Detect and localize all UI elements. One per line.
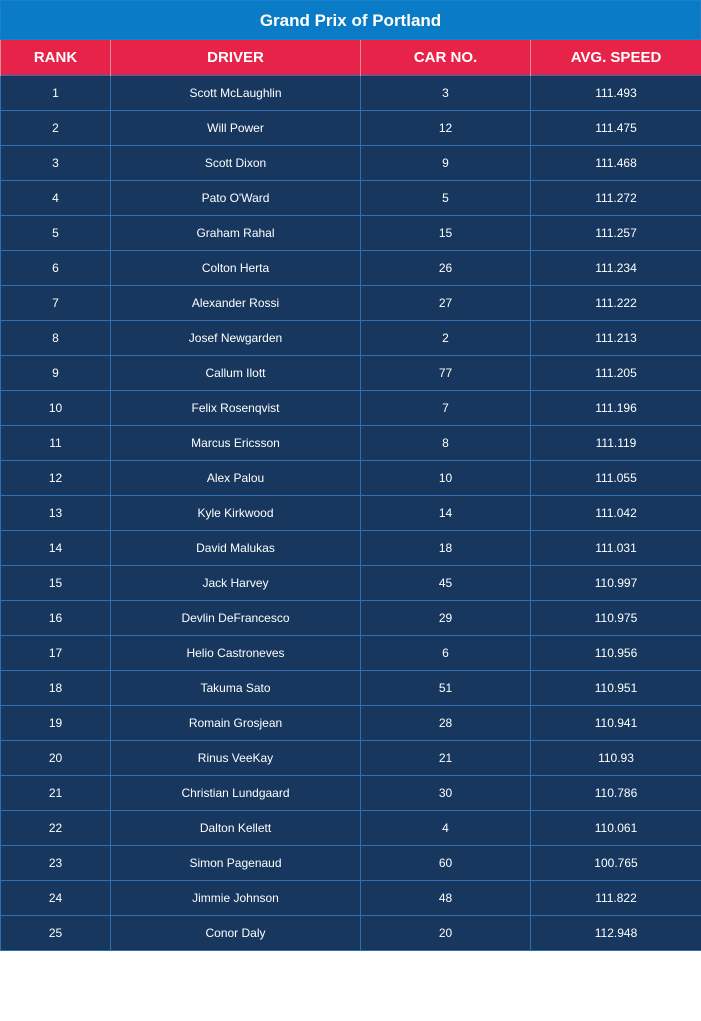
car-no-cell: 5 xyxy=(361,181,531,216)
table-row xyxy=(1,706,701,741)
table-row xyxy=(1,881,701,916)
car-no-cell: 51 xyxy=(361,671,531,706)
rank-cell: 6 xyxy=(1,251,111,286)
rank-cell: 22 xyxy=(1,811,111,846)
rank-cell: 20 xyxy=(1,741,111,776)
avg-speed-cell: 110.93 xyxy=(531,741,701,776)
header-car-no: CAR NO. xyxy=(361,40,531,76)
car-no-cell: 20 xyxy=(361,916,531,951)
rank-cell: 25 xyxy=(1,916,111,951)
table-row xyxy=(1,286,701,321)
car-no-cell: 28 xyxy=(361,706,531,741)
car-no-cell: 27 xyxy=(361,286,531,321)
avg-speed-cell: 110.786 xyxy=(531,776,701,811)
driver-cell: Kyle Kirkwood xyxy=(111,496,361,531)
car-no-cell: 9 xyxy=(361,146,531,181)
avg-speed-cell: 110.997 xyxy=(531,566,701,601)
car-no-cell: 26 xyxy=(361,251,531,286)
avg-speed-cell: 111.213 xyxy=(531,321,701,356)
avg-speed-cell: 111.222 xyxy=(531,286,701,321)
table-row xyxy=(1,636,701,671)
table-row xyxy=(1,671,701,706)
header-rank: RANK xyxy=(1,40,111,76)
table-row xyxy=(1,566,701,601)
car-no-cell: 4 xyxy=(361,811,531,846)
avg-speed-cell: 111.475 xyxy=(531,111,701,146)
avg-speed-cell: 111.031 xyxy=(531,531,701,566)
driver-cell: Romain Grosjean xyxy=(111,706,361,741)
avg-speed-cell: 111.196 xyxy=(531,391,701,426)
driver-cell: Helio Castroneves xyxy=(111,636,361,671)
rank-cell: 12 xyxy=(1,461,111,496)
avg-speed-cell: 111.042 xyxy=(531,496,701,531)
driver-cell: Marcus Ericsson xyxy=(111,426,361,461)
header-row xyxy=(1,40,701,76)
rank-cell: 15 xyxy=(1,566,111,601)
driver-cell: Conor Daly xyxy=(111,916,361,951)
avg-speed-cell: 111.119 xyxy=(531,426,701,461)
table-row xyxy=(1,111,701,146)
avg-speed-cell: 110.956 xyxy=(531,636,701,671)
avg-speed-cell: 100.765 xyxy=(531,846,701,881)
rank-cell: 13 xyxy=(1,496,111,531)
driver-cell: Scott McLaughlin xyxy=(111,76,361,111)
table-row xyxy=(1,741,701,776)
driver-cell: Takuma Sato xyxy=(111,671,361,706)
rank-cell: 9 xyxy=(1,356,111,391)
table-body xyxy=(1,76,701,951)
driver-cell: Graham Rahal xyxy=(111,216,361,251)
rank-cell: 23 xyxy=(1,846,111,881)
rank-cell: 18 xyxy=(1,671,111,706)
driver-cell: Jimmie Johnson xyxy=(111,881,361,916)
table-row xyxy=(1,251,701,286)
avg-speed-cell: 111.822 xyxy=(531,881,701,916)
car-no-cell: 18 xyxy=(361,531,531,566)
header-avg-speed: AVG. SPEED xyxy=(531,40,701,76)
table-row xyxy=(1,426,701,461)
rank-cell: 21 xyxy=(1,776,111,811)
driver-cell: Felix Rosenqvist xyxy=(111,391,361,426)
driver-cell: Christian Lundgaard xyxy=(111,776,361,811)
avg-speed-cell: 112.948 xyxy=(531,916,701,951)
driver-cell: Callum Ilott xyxy=(111,356,361,391)
rank-cell: 11 xyxy=(1,426,111,461)
driver-cell: Alexander Rossi xyxy=(111,286,361,321)
car-no-cell: 7 xyxy=(361,391,531,426)
car-no-cell: 10 xyxy=(361,461,531,496)
car-no-cell: 60 xyxy=(361,846,531,881)
car-no-cell: 21 xyxy=(361,741,531,776)
table-row xyxy=(1,356,701,391)
car-no-cell: 45 xyxy=(361,566,531,601)
table-row xyxy=(1,776,701,811)
car-no-cell: 12 xyxy=(361,111,531,146)
car-no-cell: 14 xyxy=(361,496,531,531)
table-row xyxy=(1,216,701,251)
header-driver: DRIVER xyxy=(111,40,361,76)
avg-speed-cell: 111.257 xyxy=(531,216,701,251)
avg-speed-cell: 110.061 xyxy=(531,811,701,846)
table-row xyxy=(1,181,701,216)
table-row xyxy=(1,391,701,426)
table-row xyxy=(1,916,701,951)
driver-cell: Will Power xyxy=(111,111,361,146)
avg-speed-cell: 110.941 xyxy=(531,706,701,741)
avg-speed-cell: 111.468 xyxy=(531,146,701,181)
car-no-cell: 2 xyxy=(361,321,531,356)
car-no-cell: 30 xyxy=(361,776,531,811)
rank-cell: 24 xyxy=(1,881,111,916)
rank-cell: 8 xyxy=(1,321,111,356)
table-row xyxy=(1,321,701,356)
driver-cell: Pato O'Ward xyxy=(111,181,361,216)
driver-cell: Dalton Kellett xyxy=(111,811,361,846)
rank-cell: 16 xyxy=(1,601,111,636)
car-no-cell: 8 xyxy=(361,426,531,461)
avg-speed-cell: 111.234 xyxy=(531,251,701,286)
driver-cell: Scott Dixon xyxy=(111,146,361,181)
driver-cell: Devlin DeFrancesco xyxy=(111,601,361,636)
avg-speed-cell: 111.272 xyxy=(531,181,701,216)
rank-cell: 14 xyxy=(1,531,111,566)
driver-cell: Alex Palou xyxy=(111,461,361,496)
rank-cell: 1 xyxy=(1,76,111,111)
rank-cell: 7 xyxy=(1,286,111,321)
table-row xyxy=(1,811,701,846)
car-no-cell: 3 xyxy=(361,76,531,111)
rank-cell: 4 xyxy=(1,181,111,216)
rank-cell: 3 xyxy=(1,146,111,181)
results-table xyxy=(0,40,701,951)
table-row xyxy=(1,496,701,531)
car-no-cell: 15 xyxy=(361,216,531,251)
car-no-cell: 77 xyxy=(361,356,531,391)
rank-cell: 10 xyxy=(1,391,111,426)
driver-cell: Simon Pagenaud xyxy=(111,846,361,881)
avg-speed-cell: 111.205 xyxy=(531,356,701,391)
table-row xyxy=(1,531,701,566)
driver-cell: Rinus VeeKay xyxy=(111,741,361,776)
table-title: Grand Prix of Portland xyxy=(0,0,701,40)
table-row xyxy=(1,601,701,636)
driver-cell: David Malukas xyxy=(111,531,361,566)
driver-cell: Colton Herta xyxy=(111,251,361,286)
table-row xyxy=(1,146,701,181)
avg-speed-cell: 111.493 xyxy=(531,76,701,111)
avg-speed-cell: 110.975 xyxy=(531,601,701,636)
car-no-cell: 48 xyxy=(361,881,531,916)
rank-cell: 19 xyxy=(1,706,111,741)
table-row xyxy=(1,461,701,496)
table-row xyxy=(1,846,701,881)
avg-speed-cell: 110.951 xyxy=(531,671,701,706)
rank-cell: 5 xyxy=(1,216,111,251)
car-no-cell: 29 xyxy=(361,601,531,636)
rank-cell: 17 xyxy=(1,636,111,671)
driver-cell: Josef Newgarden xyxy=(111,321,361,356)
table-row xyxy=(1,76,701,111)
car-no-cell: 6 xyxy=(361,636,531,671)
avg-speed-cell: 111.055 xyxy=(531,461,701,496)
rank-cell: 2 xyxy=(1,111,111,146)
driver-cell: Jack Harvey xyxy=(111,566,361,601)
